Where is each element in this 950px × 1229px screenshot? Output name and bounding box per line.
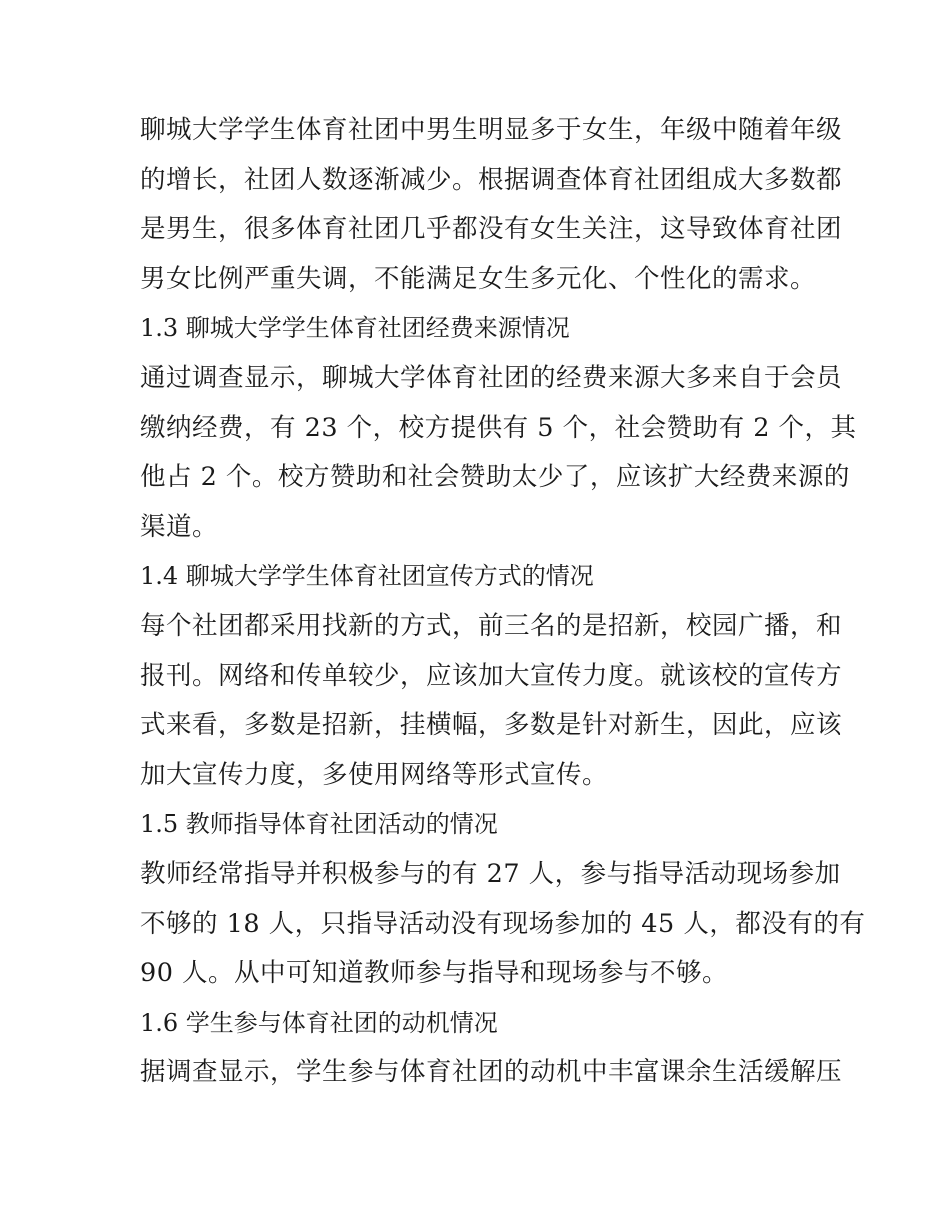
body-text-line: 的增长，社团人数逐渐减少。根据调查体育社团组成大多数都 — [140, 164, 843, 195]
body-text-line: 不够的 18 人，只指导活动没有现场参加的 45 人，都没有的有 — [140, 908, 866, 939]
body-text-line: 报刊。网络和传单较少，应该加大宣传力度。就该校的宣传方 — [140, 660, 843, 691]
section-heading-1-6: 1.6 学生参与体育社团的动机情况 — [140, 1008, 498, 1037]
body-text-line: 90 人。从中可知道教师参与指导和现场参与不够。 — [140, 958, 729, 989]
body-text-line: 加大宣传力度，多使用网络等形式宣传。 — [140, 759, 609, 790]
body-text-line: 据调查显示，学生参与体育社团的动机中丰富课余生活缓解压 — [140, 1057, 843, 1088]
body-text-line: 教师经常指导并积极参与的有 27 人，参与指导活动现场参加 — [140, 858, 841, 889]
body-text-line: 是男生，很多体育社团几乎都没有女生关注，这导致体育社团 — [140, 214, 843, 245]
body-text-line: 男女比例严重失调，不能满足女生多元化、个性化的需求。 — [140, 263, 817, 294]
body-text-line: 他占 2 个。校方赞助和社会赞助太少了，应该扩大经费来源的 — [140, 462, 850, 493]
document-page — [140, 106, 866, 1098]
section-heading-1-3: 1.3 聊城大学学生体育社团经费来源情况 — [140, 314, 570, 343]
section-heading-1-5: 1.5 教师指导体育社团活动的情况 — [140, 810, 498, 839]
body-text-line: 缴纳经费，有 23 个，校方提供有 5 个，社会赞助有 2 个，其 — [140, 412, 857, 443]
body-text-line: 通过调查显示，聊城大学体育社团的经费来源大多来自于会员 — [140, 362, 843, 393]
body-text-line: 渠道。 — [140, 511, 219, 542]
body-text-line: 每个社团都采用找新的方式，前三名的是招新，校园广播，和 — [140, 610, 843, 641]
body-text-line: 聊城大学学生体育社团中男生明显多于女生，年级中随着年级 — [140, 115, 843, 145]
body-text-line: 式来看，多数是招新，挂横幅，多数是针对新生，因此，应该 — [140, 710, 843, 741]
section-heading-1-4: 1.4 聊城大学学生体育社团宣传方式的情况 — [140, 562, 594, 591]
